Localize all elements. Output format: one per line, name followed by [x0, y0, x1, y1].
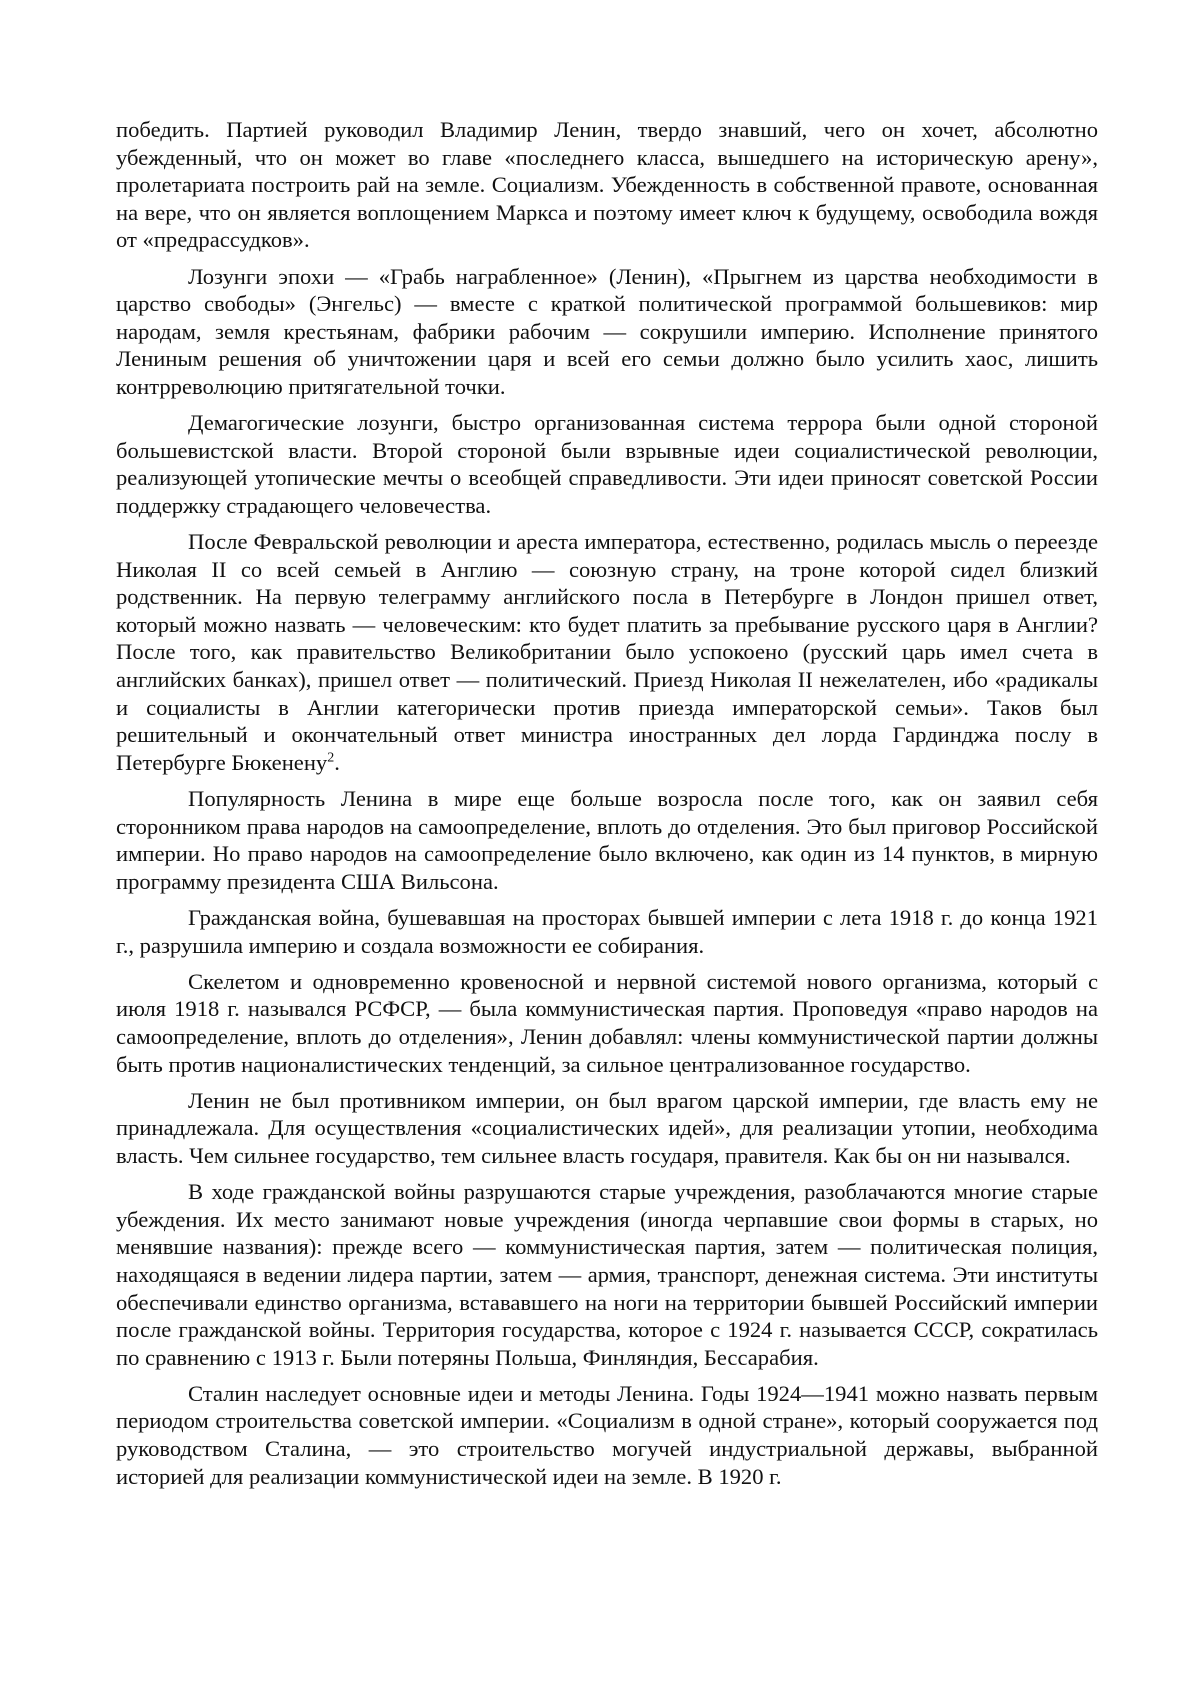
- paragraph-6: [116, 904, 1098, 959]
- paragraph-1: [116, 116, 1098, 254]
- footnote-marker: 2: [327, 750, 335, 766]
- paragraph-3: [116, 409, 1098, 519]
- paragraph-9-text: В ходе гражданской войны разрушаются старые учреждения, разоблачаются многие старые убеждения. Их место занимают новые учреждения (иногда черпавшие свои формы в старых, но менявшие названия): прежде всего — коммунистическая партия, затем — политическая полиция, находящаяся в ведении лидера партии, затем — армия, транспорт, денежная система. Эти институты обеспечивали единство организма, встававшего на ноги на территории бывшей Российский империи после гражданской войны. Территория государства, которое с 1924 г. называется СССР, сократилась по сравнению с 1913 г. Были потеряны Польша, Финляндия, Бессарабия.: [116, 1179, 1098, 1370]
- paragraph-4-text: После Февральской революции и ареста императора, естественно, родилась мысль о переезде Николая II со всей семьей в Англию — союзную страну, на троне которой сидел близкий родственник. На первую телеграмму английского посла в Петербурге в Лондон пришел ответ, который можно назвать — человеческим: кто будет платить за пребывание русского царя в Англии? После того, как правительство Великобритании было успокоено (русский царь имел счета в английских банках), пришел ответ — политический. Приезд Николая II нежелателен, ибо «радикалы и социалисты в Англии категорически против приезда императорской семьи». Таков был решительный и окончательный ответ министра иностранных дел лорда Гардинджа послу в Петербурге Бюкенену: [116, 529, 1098, 775]
- paragraph-7: [116, 968, 1098, 1078]
- paragraph-8: [116, 1087, 1098, 1170]
- paragraph-1-text: победить. Партией руководил Владимир Ленин, твердо знавший, чего он хочет, абсолютно убежденный, что он может во главе «последнего класса, вышедшего на историческую арену», пролетариата построить рай на земле. Социализм. Убежденность в собственной правоте, основанная на вере, что он является воплощением Маркса и поэтому имеет ключ к будущему, освободила вождя от «предрассудков».: [116, 117, 1098, 253]
- paragraph-5-text: Популярность Ленина в мире еще больше возросла после того, как он заявил себя сторонником права народов на самоопределение, вплоть до отделения. Это был приговор Российской империи. Но право народов на самоопределение было включено, как один из 14 пунктов, в мирную программу президента США Вильсона.: [116, 786, 1098, 894]
- paragraph-4: [116, 528, 1098, 776]
- paragraph-7-text: Скелетом и одновременно кровеносной и нервной системой нового организма, который с июля 1918 г. назывался РСФСР, — была коммунистическая партия. Проповедуя «право народов на самоопределение, вплоть до отделения», Ленин добавлял: члены коммунистической партии должны быть против националистических тенденций, за сильное централизованное государство.: [116, 968, 1098, 1077]
- document-page: [116, 116, 1098, 1499]
- paragraph-9: [116, 1178, 1098, 1371]
- paragraph-3-text: Демагогические лозунги, быстро организованная система террора были одной стороной большевистской власти. Второй стороной были взрывные идеи социалистической революции, реализующей утопические мечты о всеобщей справедливости. Эти идеи приносят советской России поддержку страдающего человечества.: [116, 410, 1098, 518]
- paragraph-4-tail: .: [334, 749, 340, 775]
- paragraph-10-text: Сталин наследует основные идеи и методы Ленина. Годы 1924—1941 можно назвать первым периодом строительства советской империи. «Социализм в одной стране», который сооружается под руководством Сталина, — это строительство могучей индустриальной державы, выбранной историей для реализации коммунистической идеи на земле. В 1920 г.: [116, 1380, 1098, 1489]
- paragraph-8-text: Ленин не был противником империи, он был врагом царской империи, где власть ему не принадлежала. Для осуществления «социалистических идей», для реализации утопии, необходима власть. Чем сильнее государство, тем сильнее власть государя, правителя. Как бы он ни назывался.: [116, 1087, 1098, 1168]
- paragraph-10: [116, 1380, 1098, 1490]
- paragraph-5: [116, 785, 1098, 895]
- paragraph-6-text: Гражданская война, бушевавшая на просторах бывшей империи с лета 1918 г. до конца 1921 г., разрушила империю и создала возможности ее собирания.: [116, 905, 1098, 958]
- paragraph-2: [116, 263, 1098, 401]
- paragraph-2-text: Лозунги эпохи — «Грабь награбленное» (Ленин), «Прыгнем из царства необходимости в царство свободы» (Энгельс) — вместе с краткой политической программой большевиков: мир народам, земля крестьянам, фабрики рабочим — сокрушили империю. Исполнение принятого Лениным решения об уничтожении царя и всей его семьи должно было усилить хаос, лишить контрреволюцию притягательной точки.: [116, 263, 1098, 399]
